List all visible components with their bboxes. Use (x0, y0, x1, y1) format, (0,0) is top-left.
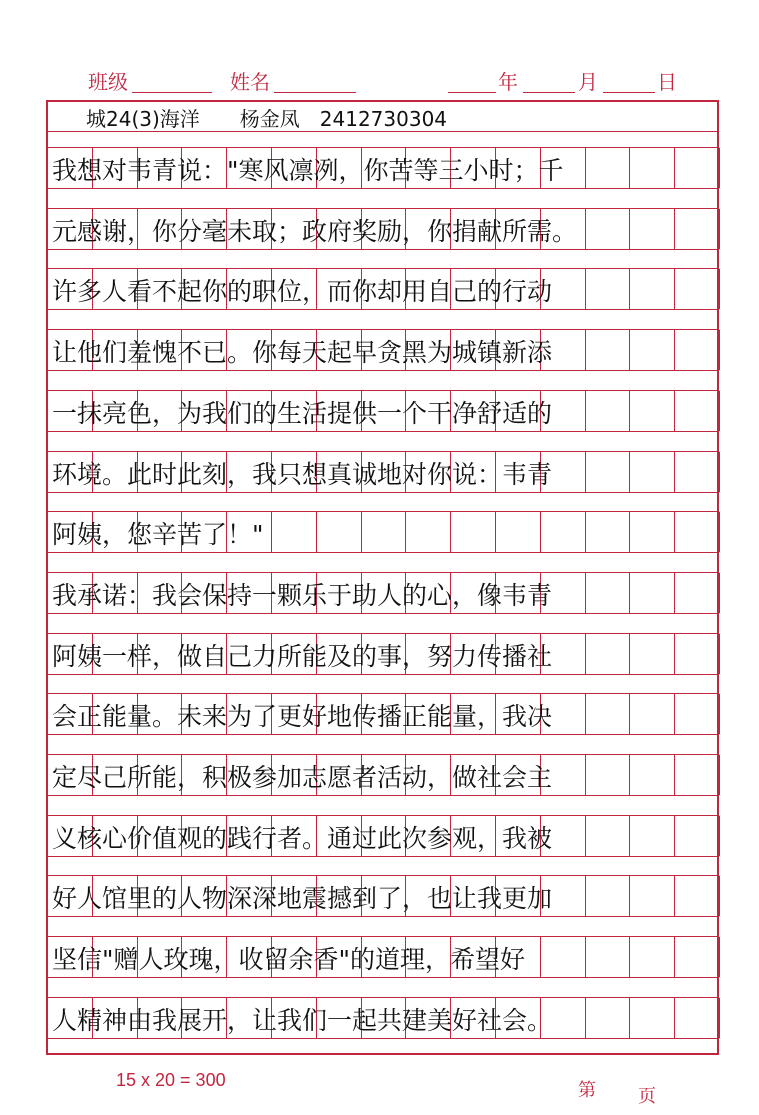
essay-line: 元感谢，你分毫未取；政府奖励，你捐献所需。 (52, 216, 578, 246)
name-label: 姓名 (230, 70, 270, 94)
grid-cell (630, 816, 675, 856)
grid-cell (675, 998, 720, 1038)
grid-cell (630, 876, 675, 916)
grid-cell (586, 269, 631, 309)
grid-cell (675, 937, 720, 977)
year-blank (448, 92, 496, 93)
grid-cell (675, 209, 720, 249)
grid-cell (586, 694, 631, 734)
row-bottom-line (46, 492, 719, 493)
student-info: 城24(3)海洋 杨金凤 2412730304 (86, 107, 448, 131)
day-label: 日 (657, 70, 677, 94)
grid-cell (586, 755, 631, 795)
essay-line: 让他们羞愧不已。你每天起早贪黑为城镇新添 (52, 338, 553, 368)
grid-cell (586, 998, 631, 1038)
grid-cell (586, 391, 631, 431)
year-label: 年 (498, 70, 518, 94)
essay-line: 好人馆里的人物深深地震撼到了，也让我更加 (52, 884, 553, 914)
essay-line: 会正能量。未来为了更好地传播正能量，我决 (52, 702, 553, 732)
row-bottom-line (46, 249, 719, 250)
page-suffix: 页 (638, 1086, 656, 1107)
essay-line: 我想对韦青说："寒风凛冽，你苦等三小时；千 (52, 156, 564, 185)
grid-cell (586, 937, 631, 977)
grid-cell (586, 452, 631, 492)
grid-cell (630, 209, 675, 249)
grid-cell (630, 330, 675, 370)
name-blank (274, 92, 356, 93)
row-bottom-line (46, 795, 719, 796)
grid-cell (675, 694, 720, 734)
grid-cell (317, 512, 362, 552)
grid-cell (630, 148, 675, 188)
row-bottom-line (46, 309, 719, 310)
row-bottom-line (46, 916, 719, 917)
grid-cell (451, 512, 496, 552)
grid-cell (496, 512, 541, 552)
grid-cell (406, 512, 451, 552)
grid-cell (630, 755, 675, 795)
essay-line: 人精神由我展开，让我们一起共建美好社会。 (52, 1005, 553, 1035)
row-bottom-line (46, 856, 719, 857)
grid-cell (630, 694, 675, 734)
grid-cell (675, 573, 720, 613)
essay-line: 定尽己所能，积极参加志愿者活动，做社会主 (52, 763, 553, 792)
grid-cell (630, 452, 675, 492)
class-blank (132, 92, 212, 93)
row-bottom-line (46, 431, 719, 432)
grid-cell (630, 998, 675, 1038)
essay-line: 我承诺：我会保持一颗乐于助人的心，像韦青 (52, 580, 553, 610)
essay-line: 义核心价值观的践行者。通过此次参观，我被 (52, 823, 553, 853)
essay-line: 许多人看不起你的职位，而你却用自己的行动 (52, 277, 553, 307)
grid-cell (675, 755, 720, 795)
grid-cell (675, 330, 720, 370)
month-label: 月 (578, 70, 598, 94)
class-label: 班级 (88, 70, 128, 94)
grid-count: 15 x 20 = 300 (116, 1070, 226, 1090)
row-bottom-line (46, 370, 719, 371)
grid-cell (586, 330, 631, 370)
grid-cell (675, 148, 720, 188)
row-bottom-line (46, 613, 719, 614)
grid-cell (586, 573, 631, 613)
grid-cell (272, 512, 317, 552)
grid-cell (586, 209, 631, 249)
grid-cell (675, 391, 720, 431)
grid-cell (586, 816, 631, 856)
grid-cell (362, 512, 407, 552)
row-bottom-line (46, 1038, 719, 1039)
grid-cell (675, 876, 720, 916)
grid-cell (541, 512, 586, 552)
grid-cell (586, 876, 631, 916)
essay-line: 坚信"赠人玫瑰，收留余香"的道理，希望好 (52, 945, 525, 975)
essay-line: 一抹亮色，为我们的生活提供一个干净舒适的 (52, 398, 553, 428)
month-blank (523, 92, 575, 93)
row-bottom-line (46, 977, 719, 978)
grid-cell (675, 269, 720, 309)
row-bottom-line (46, 734, 719, 735)
essay-line: 阿姨，您辛苦了！" (52, 520, 264, 550)
grid-cell (630, 937, 675, 977)
grid-cell (630, 391, 675, 431)
essay-line: 环境。此时此刻，我只想真诚地对你说：韦青 (52, 459, 553, 489)
grid-cell (675, 452, 720, 492)
grid-cell (675, 512, 720, 552)
page-label: 第 (578, 1080, 596, 1101)
grid-cell (541, 937, 586, 977)
essay-line: 阿姨一样，做自己力所能及的事，努力传播社 (52, 641, 553, 671)
day-blank (603, 92, 655, 93)
row-bottom-line (46, 188, 719, 189)
grid-cell (675, 816, 720, 856)
row-bottom-line (46, 552, 719, 553)
grid-cell (630, 269, 675, 309)
grid-cell (630, 634, 675, 674)
grid-cell (586, 148, 631, 188)
row-bottom-line (46, 674, 719, 675)
grid-cell (586, 512, 631, 552)
grid-cell (630, 573, 675, 613)
grid-cell (630, 512, 675, 552)
grid-cell (675, 634, 720, 674)
grid-cell (586, 634, 631, 674)
